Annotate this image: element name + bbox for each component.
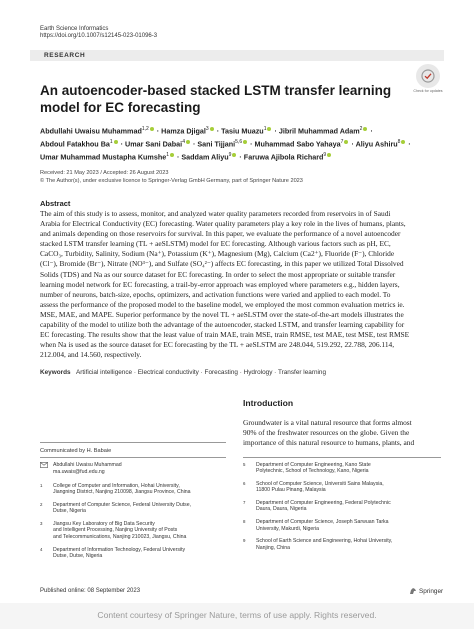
corresponding-author-email[interactable]: ma.uwais@fud.edu.ng xyxy=(53,469,105,475)
text-line: 212.004, and 14.560, respectively. xyxy=(40,350,142,360)
author-affiliation-mark[interactable]: 7 xyxy=(340,138,344,145)
orcid-icon[interactable] xyxy=(243,140,247,144)
text-line: MSE, MAE, and MAPE. Superior performance by the novel TL + aeSLSTM over the state-of-the-art models illustrates the xyxy=(40,309,404,319)
divider xyxy=(243,457,441,458)
text-line: Solids (TDS) and Na as our source dataset for EC forecasting. In order to select the most appropriate or suitable transfer xyxy=(40,269,396,279)
springer-horse-icon xyxy=(409,587,417,595)
text-line: and animals depending on those reservoirs for survival. In this paper, we evaluate the performance of a novel autoencoder xyxy=(40,229,401,239)
footer-notice: Content courtesy of Springer Nature, terms of use apply. Rights reserved. xyxy=(97,610,377,620)
author-affiliation-mark[interactable]: 1 xyxy=(109,138,113,145)
affiliation-footnote xyxy=(40,547,226,560)
communicated-by: Communicated by H. Babaie xyxy=(40,448,112,454)
article-title: An autoencoder-based stacked LSTM transfer learning model for EC forecasting xyxy=(40,83,392,115)
orcid-icon[interactable] xyxy=(363,127,367,131)
author-separator: · xyxy=(368,126,373,136)
author-affiliation-mark[interactable]: 8 xyxy=(397,138,401,145)
footnote-text: Jiangning District, Nanjing 210098, Jiangsu Province, China xyxy=(53,489,191,496)
keywords-label: Keywords xyxy=(40,369,71,376)
published-online: Published online: 08 September 2023 xyxy=(40,588,141,594)
check-for-updates-badge[interactable] xyxy=(416,64,440,88)
footnote-text: Jiangsu Key Laboratory of Big Data Security xyxy=(53,521,155,528)
keywords xyxy=(40,369,440,376)
abstract-heading: Abstract xyxy=(40,199,71,208)
footnote-number: 6 xyxy=(243,481,246,487)
article-type-label: RESEARCH xyxy=(44,52,86,59)
article-type-band xyxy=(30,50,444,61)
doi-link[interactable]: https://doi.org/10.1007/s12145-023-01096-3 xyxy=(40,33,158,39)
check-for-updates-label: Check for updates xyxy=(413,89,443,93)
author-affiliation-mark[interactable]: 9 xyxy=(323,151,327,158)
orcid-icon[interactable] xyxy=(344,140,348,144)
text-line: Arabia for Electrical Conductivity (EC) forecasting. Water quality parameters play a key role in the lives of humans, plants, xyxy=(40,219,406,229)
footnote-number: 2 xyxy=(40,502,43,508)
footnote-text: School of Earth Science and Engineering, Hohai University, xyxy=(256,538,393,545)
author-name: Abdoul Fatakhou Ba xyxy=(40,139,110,149)
author-affiliation-mark[interactable]: 2 xyxy=(359,126,363,132)
author-name: · Aliyu Ashiru xyxy=(349,139,398,149)
orcid-icon[interactable] xyxy=(150,127,154,131)
footnote-text: Polytechnic, School of Technology, Kano, Nigeria xyxy=(256,468,369,475)
footnote-text: Department of Computer Engineering, Kano State xyxy=(256,462,371,468)
footnote-text: Dutse, Nigeria xyxy=(53,508,86,515)
footnote-text: Dutse, Dutse, Nigeria xyxy=(53,552,103,559)
affiliation-footnote xyxy=(243,538,441,551)
author-affiliation-mark[interactable]: 3 xyxy=(205,126,209,132)
affiliation-footnote xyxy=(243,462,441,475)
affiliation-footnote xyxy=(40,502,226,515)
text-line: stacked LSTM transfer learning (TL + aeSLSTM) model for EC forecasting. Although various factors such as pH, EC, xyxy=(40,239,391,249)
text-line: Groundwater is a vital natural resource that forms almost xyxy=(243,418,412,427)
orcid-icon[interactable] xyxy=(114,140,118,144)
author-affiliation-mark[interactable]: 5,6 xyxy=(235,138,243,145)
author-name: · Umar Sani Dabai xyxy=(118,139,183,149)
footnote-text: Nanjing, China xyxy=(256,544,291,551)
footnote-text: Department of Information Technology, Federal University xyxy=(53,546,186,553)
text-line: importance of this natural resource to humans, plants, and xyxy=(243,438,415,448)
envelope-icon xyxy=(40,462,48,470)
text-line: when Na is used as the source dataset for EC forecasting by the TL + aeSLSTM are 248.044, 519.292, 22.788, 206.114, xyxy=(40,340,395,350)
author-name: · Muhammad Sabo Yahaya xyxy=(248,139,341,149)
author-affiliation-mark[interactable]: 1 xyxy=(263,126,267,132)
received-dates: Received: 21 May 2023 / Accepted: 26 August 2023 xyxy=(40,170,169,176)
footnote-number: 3 xyxy=(40,521,43,527)
footnote-number: 4 xyxy=(40,546,43,552)
author-affiliation-mark[interactable]: 1 xyxy=(166,151,169,158)
orcid-icon[interactable] xyxy=(210,127,214,131)
affiliation-footnote xyxy=(243,481,441,494)
affiliation-footnote xyxy=(40,483,226,496)
footnote-number: 1 xyxy=(40,483,43,488)
author-name: · Faruwa Ajibola Richard xyxy=(237,152,324,162)
text-line: learning model network for EC forecasting, a trail-by-error approach was employed where parameters e.g., hidden layers, xyxy=(40,279,400,289)
orcid-icon[interactable] xyxy=(401,140,405,144)
author-list xyxy=(40,124,440,163)
affiliation-footnote xyxy=(243,500,441,513)
text-line: (Cl⁻), Bromide (Br⁻), Nitrate (NO³⁻), and Sulfate (SO₄²⁻) affects EC forecasting, in this paper we utilized Total Dissolved xyxy=(40,259,404,269)
author-name: Abdullahi Uwaisu Muhammad xyxy=(40,126,142,136)
keywords-list: Artificial intelligence · Electrical conductivity · Forecasting · Hydrology · Transfer learning xyxy=(75,369,327,376)
journal-name: Earth Science Informatics xyxy=(40,26,109,32)
author-name: · Saddam Aliyu xyxy=(174,152,229,162)
author-name: · Hamza Djigal xyxy=(154,126,206,136)
footnote-text: 11800 Pulau Pinang, Malaysia xyxy=(256,487,326,494)
divider xyxy=(40,457,226,458)
text-line: EC forecasting. The results show that the least value of train MAE, train MSE, train RMSE, test MAE, test MSE, test RMSE xyxy=(40,330,410,340)
author-name: Umar Muhammad Mustapha Kumshe xyxy=(40,152,167,162)
author-name: · Jibril Muhammad Adam xyxy=(272,126,360,136)
check-updates-icon xyxy=(421,69,435,83)
footnote-number: 7 xyxy=(243,500,246,506)
orcid-icon[interactable] xyxy=(186,140,190,144)
orcid-icon[interactable] xyxy=(170,153,174,157)
footnote-text: Department of Computer Engineering, Federal Polytechnic xyxy=(256,500,391,507)
footnote-text: Daura, Daura, Nigeria xyxy=(256,506,307,513)
affiliation-footnote xyxy=(243,519,441,532)
author-name: · Sani Tijjani xyxy=(190,139,236,149)
author-name: · Tasiu Muazu xyxy=(214,126,264,136)
footnote-text: Department of Computer Science, Federal University Dutse, xyxy=(53,502,192,509)
divider xyxy=(40,442,226,443)
footnote-text: and Telecommunications, Nanjing 210023, Jiangsu, China xyxy=(53,533,187,540)
orcid-icon[interactable] xyxy=(232,153,236,157)
author-affiliation-mark[interactable]: 1,2 xyxy=(141,126,149,132)
orcid-icon[interactable] xyxy=(327,153,331,157)
author-affiliation-mark[interactable]: 4 xyxy=(182,138,185,145)
author-separator: · xyxy=(406,139,411,149)
abstract-body xyxy=(40,209,435,360)
introduction-body xyxy=(243,418,441,448)
footnote-text: College of Computer and Information, Hohai University, xyxy=(53,483,180,489)
footnote-number: 9 xyxy=(243,538,246,544)
affiliation-footnote xyxy=(40,521,226,540)
publisher-logo xyxy=(409,587,443,595)
orcid-icon[interactable] xyxy=(267,127,271,131)
publisher-name: Springer xyxy=(419,587,444,595)
introduction-heading: Introduction xyxy=(243,398,294,408)
author-affiliation-mark[interactable]: 9 xyxy=(228,151,232,158)
text-line: assess the performance of the proposed model to the baseline model, we employed the most common evaluation metrics ie. xyxy=(40,299,405,309)
footnote-text: and Intelligent Processing, Nanjing University of Posts xyxy=(53,527,178,534)
copyright-line: © The Author(s), under exclusive licence to Springer-Verlag GmbH Germany, part of Springer Nature 2023 xyxy=(40,178,303,184)
footnote-text: University, Makurdi, Nigeria xyxy=(256,525,320,532)
footnote-text: Department of Computer Science, Joseph Sarwuan Tarka xyxy=(256,519,389,526)
footnote-number: 5 xyxy=(243,462,246,467)
footnote-number: 8 xyxy=(243,519,246,525)
corresponding-author-name: Abdullahi Uwaisu Muhammad xyxy=(53,462,122,468)
footnote-text: School of Computer Science, Universiti Sains Malaysia, xyxy=(256,481,384,488)
corresponding-author xyxy=(40,462,226,476)
text-line: number of neurons, batch-size, epochs, optimizers, and activation functions were varied and applied to each model. To xyxy=(40,289,391,299)
text-line: CaCO₃, Turbidity, Salinity, Sodium (Na⁺), Potassium (K⁺), Magnesium (Mg), Calcium (Ca2⁺), Fluoride (F⁻), Chloride xyxy=(40,249,395,259)
text-line: capability of the model to utilize both the advantage of the autoencoder, stacked LSTM, and transfer learning capability for xyxy=(40,320,405,330)
text-line: The aim of this study is to assess, monitor, and analyzed water quality parameters recorded from reservoirs in of Saudi xyxy=(40,209,391,218)
text-line: 90% of the freshwater resources on the globe. Given the xyxy=(243,428,410,438)
